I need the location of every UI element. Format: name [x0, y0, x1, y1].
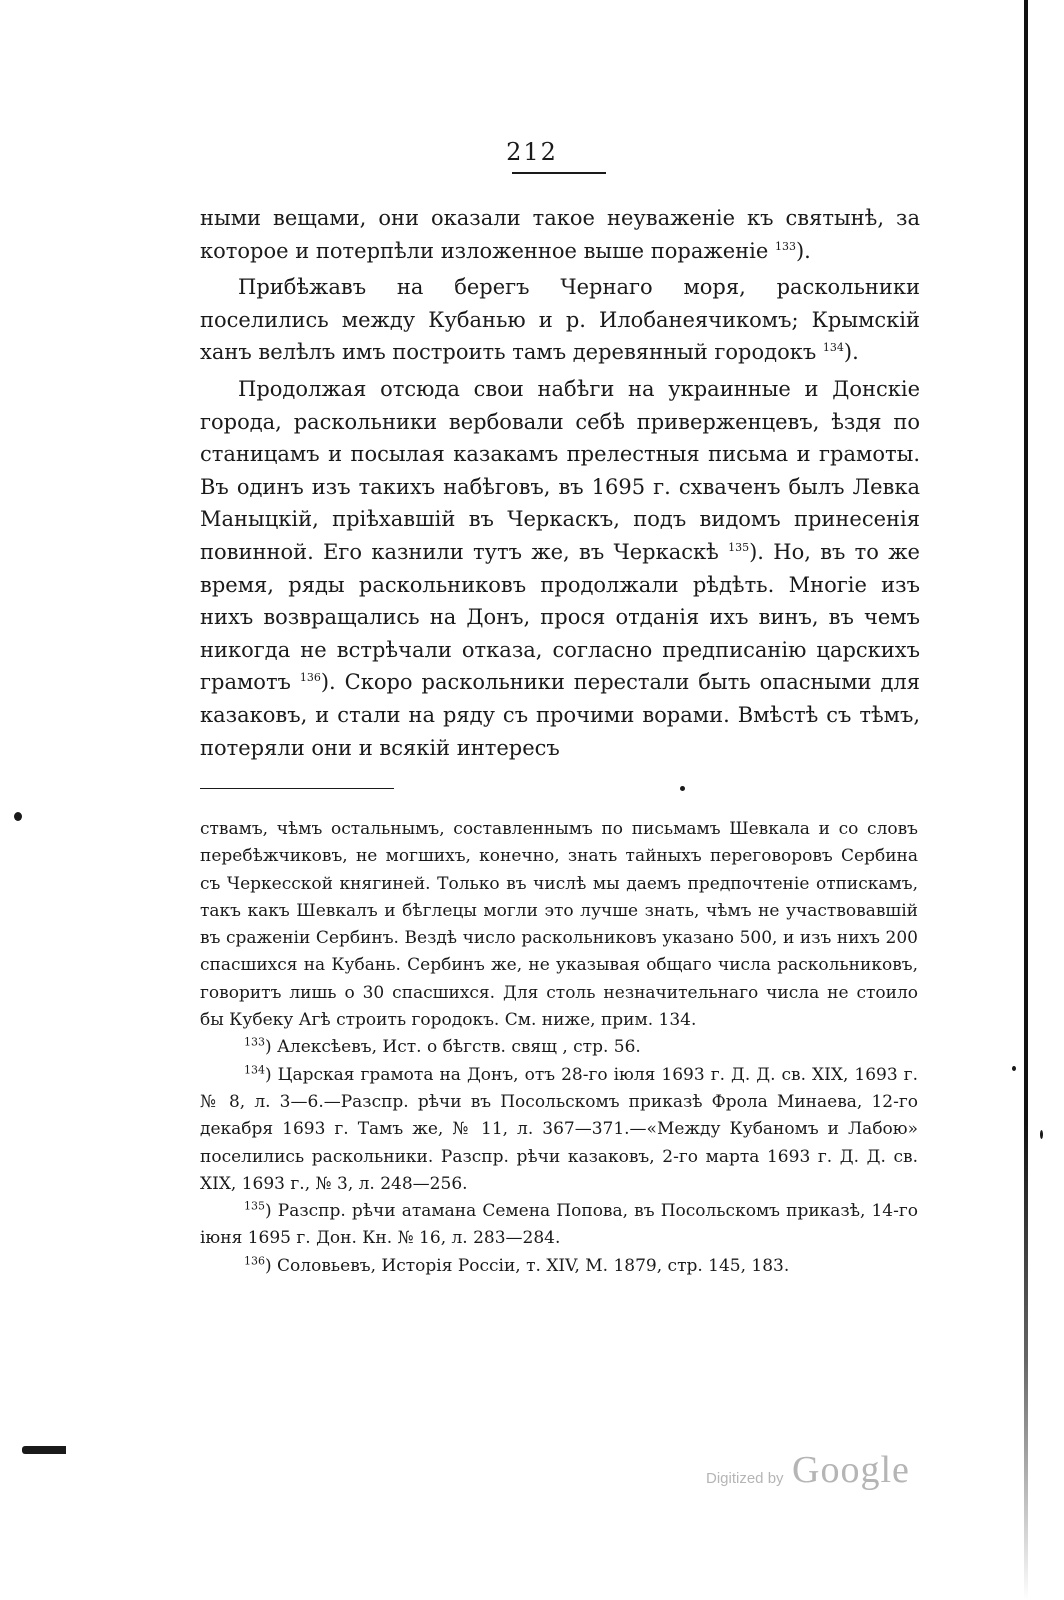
footnote-number: 136	[244, 1254, 265, 1268]
footnote-number: 134	[244, 1063, 265, 1077]
paragraph-1-end: ).	[795, 238, 811, 263]
footnote-text: ) Алексѣевъ, Ист. о бѣгств. свящ , стр. 56.	[265, 1037, 641, 1058]
footnote-text: ) Соловьевъ, Исторія Россіи, т. XIV, М. 1879, стр. 145, 183.	[265, 1255, 790, 1276]
paragraph-2	[200, 271, 920, 369]
paragraph-2-end: ).	[843, 340, 859, 365]
footnote-continuation: ствамъ, чѣмъ остальнымъ, составленнымъ по письмамъ Шевкала и со словъ перебѣжчиковъ, не могшихъ, конечно, знать тайныхъ переговоровъ Сербина съ Черкесской княгиней. Только въ числѣ мы даемъ предпочтеніе отпискамъ, такъ какъ Шевкалъ и бѣглецы могли это лучше знать, чѣмъ не участвовавшій въ сраженіи Сербинъ. Вездѣ число раскольниковъ указано 500, и изъ нихъ 200 спасшихся на Кубань. Сербинъ же, не указывая общаго числа раскольниковъ, говоритъ лишь о 30 спасшихся. Для столь незначительнаго числа не стоило бы Кубеку Агѣ строить городокъ. См. ниже, прим. 134.	[200, 819, 918, 1031]
paragraph-1-text: ными вещами, они оказали такое неуваженіе къ святынѣ, за которое и потерпѣли изложенное выше пораженіе	[200, 206, 920, 263]
scan-edge-mark	[1024, 0, 1028, 1600]
footnote-number: 135	[244, 1199, 265, 1213]
paragraph-3-text-a: Продолжая отсюда свои набѣги на украинные и Донскіе города, раскольники вербовали себѣ приверженцевъ, ѣздя по станицамъ и посылая казакамъ прелестныя письма и грамоты. Въ одинъ изъ такихъ набѣговъ, въ 1695 г. схваченъ былъ Левка Маныцкій, пріѣхавшій въ Черкаскъ, подъ видомъ принесенія повинной. Его казнили тутъ же, въ Черкаскѣ	[200, 376, 920, 564]
watermark-prefix: Digitized by	[706, 1470, 784, 1487]
footnote-135	[200, 1198, 918, 1253]
paragraph-3-text-b: ). Но, въ то же время, ряды раскольниковъ продолжали рѣдѣть. Многіе изъ нихъ возвращались на Донъ, прося отданія ихъ винъ, въ чемъ никогда не встрѣчали отказа, согласно предписанію царскихъ грамотъ	[200, 539, 920, 695]
footnote-134	[200, 1062, 918, 1198]
footnote-text: ) Разспр. рѣчи атамана Семена Попова, въ Посольскомъ приказѣ, 14-го іюня 1695 г. Дон. Кн. № 16, л. 283—284.	[200, 1201, 918, 1249]
paragraph-3	[200, 373, 920, 764]
footnote-ref-134: 134	[822, 341, 844, 355]
ink-speck	[680, 786, 685, 791]
scan-margin-mark	[22, 1446, 66, 1454]
footnotes	[200, 816, 918, 1280]
digitized-watermark	[706, 1448, 936, 1498]
footnote-ref-133: 133	[774, 239, 796, 253]
paragraph-2-text: Прибѣжавъ на берегъ Чернаго моря, раскольники поселились между Кубанью и р. Илобанеячикомъ; Крымскій ханъ велѣлъ имъ построить тамъ деревянный городокъ	[200, 275, 920, 365]
page-number: 212	[506, 138, 558, 166]
footnote-number: 133	[244, 1035, 265, 1049]
page-number-rule	[512, 172, 606, 174]
footnote-136	[200, 1253, 918, 1280]
paragraph-3-text-c: ). Скоро раскольники перестали быть опасными для казаковъ, и стали на ряду съ прочими ворами. Вмѣстѣ съ тѣмъ, потеряли они и всякій интересъ	[200, 670, 920, 760]
footnote-text: ) Царская грамота на Донъ, отъ 28-го іюля 1693 г. Д. Д. св. XIX, 1693 г. № 8, л. 3—6.—Разспр. рѣчи въ Посольскомъ приказѣ Фрола Минаева, 12-го декабря 1693 г. Тамъ же, № 11, л. 367—371.—«Между Кубаномъ и Лабою» поселились раскольники. Разспр. рѣчи казаковъ, 2-го марта 1693 г. Д. Д. св. XIX, 1693 г., № 3, л. 248—256.	[200, 1064, 918, 1194]
main-text	[200, 202, 920, 764]
ink-speck	[1040, 1130, 1043, 1139]
footnote-ref-136: 136	[299, 671, 321, 685]
ink-speck	[1012, 1066, 1016, 1071]
footnote-ref-135: 135	[728, 540, 750, 554]
paragraph-1	[200, 202, 920, 267]
ink-speck	[14, 812, 22, 821]
google-logo: Google	[792, 1449, 910, 1491]
footnote-separator	[200, 788, 394, 789]
footnote-133	[200, 1034, 918, 1061]
